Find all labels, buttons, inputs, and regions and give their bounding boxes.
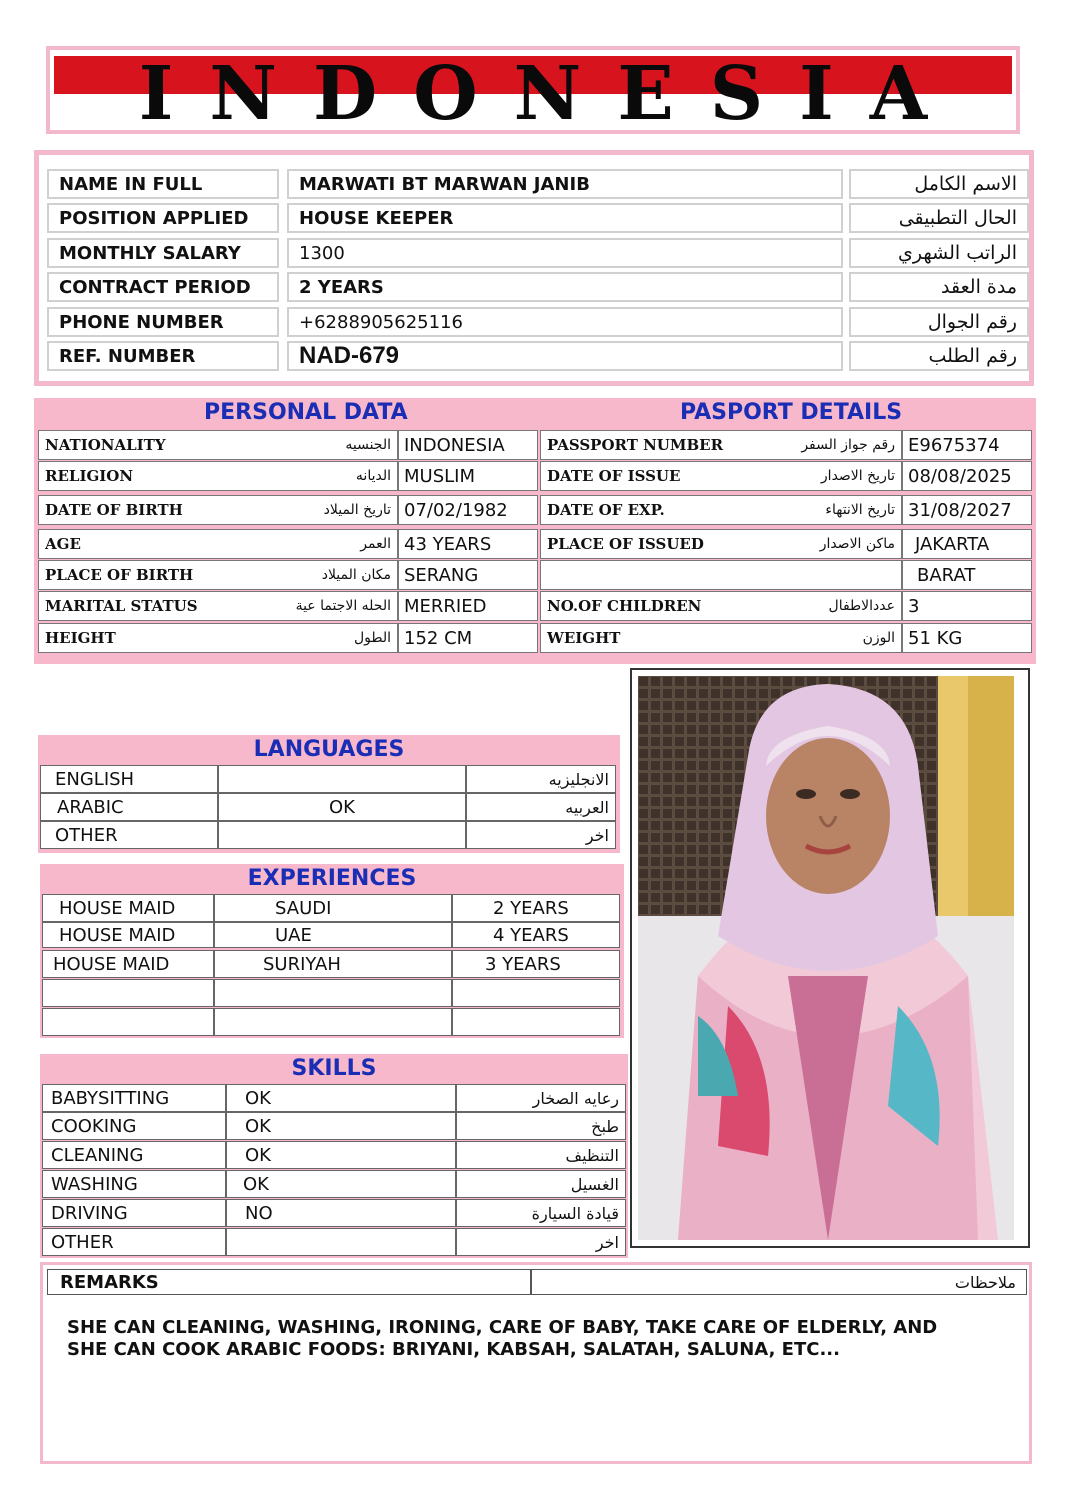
skill-name: DRIVING — [42, 1199, 226, 1227]
info-label: PHONE NUMBER — [47, 307, 279, 337]
info-label: MONTHLY SALARY — [47, 238, 279, 268]
label-en: NATIONALITY — [45, 436, 166, 454]
info-label-ar: الراتب الشهري — [849, 238, 1029, 268]
passport-label — [540, 591, 902, 621]
experience-duration — [452, 1008, 620, 1036]
remarks-box — [40, 1262, 1032, 1464]
personal-label — [38, 461, 398, 491]
applicant-photo — [638, 676, 1014, 1240]
label-en: PLACE OF ISSUED — [547, 535, 704, 553]
info-value: +6288905625116 — [287, 307, 843, 337]
language-name-ar: الانجليزيه — [466, 765, 616, 793]
label-en: MARITAL STATUS — [45, 597, 198, 615]
remarks-line: SHE CAN CLEANING, WASHING, IRONING, CARE OF BABY, TAKE CARE OF ELDERLY, AND — [67, 1317, 938, 1338]
info-label-ar: الاسم الكامل — [849, 169, 1029, 199]
info-label-ar: مدة العقد — [849, 272, 1029, 302]
info-row-salary — [47, 238, 1031, 268]
experiences-title: EXPERIENCES — [40, 864, 624, 892]
country-banner — [46, 46, 1020, 137]
passport-value: JAKARTA — [902, 529, 1032, 559]
passport-label — [540, 529, 902, 559]
info-value: 1300 — [287, 238, 843, 268]
experience-country: UAE — [214, 922, 452, 948]
label-en: WEIGHT — [547, 629, 621, 647]
experience-country — [214, 979, 452, 1007]
personal-value: INDONESIA — [398, 430, 538, 460]
applicant-photo-frame — [630, 668, 1030, 1248]
applicant-info-table — [34, 150, 1034, 386]
passport-value: BARAT — [902, 560, 1032, 590]
experience-duration: 2 YEARS — [452, 894, 620, 922]
personal-label — [38, 591, 398, 621]
portrait-illustration — [638, 676, 1014, 1240]
label-ar: العمر — [360, 536, 391, 552]
label-ar: تاريخ الانتهاء — [825, 502, 895, 518]
personal-value: 152 CM — [398, 623, 538, 653]
skill-level: OK — [226, 1141, 456, 1169]
personal-value: MERRIED — [398, 591, 538, 621]
info-label-ar: الحال التطبيقى — [849, 203, 1029, 233]
language-level — [218, 765, 466, 793]
language-name: ENGLISH — [40, 765, 218, 793]
label-ar: ماكن الاصدار — [819, 536, 895, 552]
label-en: PLACE OF BIRTH — [45, 566, 194, 584]
info-label: REF. NUMBER — [47, 341, 279, 371]
skill-name-ar: طبخ — [456, 1112, 626, 1140]
language-level — [218, 821, 466, 849]
experience-duration: 4 YEARS — [452, 922, 620, 948]
languages-table — [38, 763, 620, 853]
label-ar: مكان الميلاد — [321, 567, 391, 583]
language-name: ARABIC — [40, 793, 218, 821]
experience-job: HOUSE MAID — [42, 922, 214, 948]
experience-country: SAUDI — [214, 894, 452, 922]
label-en: HEIGHT — [45, 629, 116, 647]
info-label-ar: رقم الطلب — [849, 341, 1029, 371]
personal-label — [38, 430, 398, 460]
experience-job: HOUSE MAID — [42, 894, 214, 922]
experience-country — [214, 1008, 452, 1036]
experience-duration — [452, 979, 620, 1007]
info-value: MARWATI BT MARWAN JANIB — [287, 169, 843, 199]
skill-name-ar: اخر — [456, 1228, 626, 1256]
language-name: OTHER — [40, 821, 218, 849]
language-name-ar: اخر — [466, 821, 616, 849]
skills-title: SKILLS — [40, 1054, 628, 1082]
personal-label — [38, 560, 398, 590]
passport-details-title: PASPORT DETAILS — [680, 400, 903, 425]
remarks-label-ar: ملاحظات — [531, 1269, 1027, 1295]
skill-name: WASHING — [42, 1170, 226, 1198]
passport-value: 31/08/2027 — [902, 495, 1032, 525]
label-en: RELIGION — [45, 467, 134, 485]
personal-data-title: PERSONAL DATA — [204, 400, 408, 425]
skill-level: NO — [226, 1199, 456, 1227]
label-ar: الطول — [353, 630, 391, 646]
label-ar: رقم جواز السفر — [801, 437, 895, 453]
passport-label — [540, 623, 902, 653]
skill-name: BABYSITTING — [42, 1084, 226, 1112]
experience-job — [42, 1008, 214, 1036]
passport-label — [540, 560, 902, 590]
skill-name: OTHER — [42, 1228, 226, 1256]
info-row-name — [47, 169, 1031, 199]
skill-name-ar: قيادة السيارة — [456, 1199, 626, 1227]
info-row-contract — [47, 272, 1031, 302]
personal-value: 43 YEARS — [398, 529, 538, 559]
info-label: POSITION APPLIED — [47, 203, 279, 233]
skills-table — [40, 1082, 628, 1258]
personal-passport-table — [34, 428, 1036, 664]
label-ar: تاريخ الاصدار — [820, 468, 895, 484]
info-row-phone — [47, 307, 1031, 337]
personal-value: 07/02/1982 — [398, 495, 538, 525]
passport-label — [540, 495, 902, 525]
passport-value: E9675374 — [902, 430, 1032, 460]
passport-value: 51 KG — [902, 623, 1032, 653]
label-en: PASSPORT NUMBER — [547, 436, 724, 454]
label-en: DATE OF ISSUE — [547, 467, 681, 485]
languages-title: LANGUAGES — [38, 735, 620, 763]
label-ar: الجنسيه — [345, 437, 391, 453]
passport-label — [540, 430, 902, 460]
personal-label — [38, 623, 398, 653]
personal-label — [38, 495, 398, 525]
personal-value: SERANG — [398, 560, 538, 590]
skill-level: OK — [226, 1112, 456, 1140]
label-ar: الوزن — [862, 630, 895, 646]
experience-job — [42, 979, 214, 1007]
skill-name-ar: رعايه الصخار — [456, 1084, 626, 1112]
label-en: AGE — [45, 535, 81, 553]
skill-level: OK — [226, 1170, 456, 1198]
experiences-table — [40, 892, 624, 1038]
personal-value: MUSLIM — [398, 461, 538, 491]
skill-name-ar: التنظيف — [456, 1141, 626, 1169]
label-en: DATE OF BIRTH — [45, 501, 183, 519]
label-ar: عددالاطفال — [828, 598, 895, 614]
passport-value: 08/08/2025 — [902, 461, 1032, 491]
info-value: HOUSE KEEPER — [287, 203, 843, 233]
info-label: NAME IN FULL — [47, 169, 279, 199]
info-row-ref — [47, 341, 1031, 371]
label-ar: الديانه — [355, 468, 391, 484]
label-ar: تاريخ الميلاد — [323, 502, 391, 518]
experience-job: HOUSE MAID — [42, 950, 214, 978]
info-value: 2 YEARS — [287, 272, 843, 302]
language-name-ar: العربيه — [466, 793, 616, 821]
skill-level: OK — [226, 1084, 456, 1112]
info-row-position — [47, 203, 1031, 233]
passport-value: 3 — [902, 591, 1032, 621]
language-level: OK — [218, 793, 466, 821]
personal-label — [38, 529, 398, 559]
experience-duration: 3 YEARS — [452, 950, 620, 978]
label-en: DATE OF EXP. — [547, 501, 665, 519]
passport-label — [540, 461, 902, 491]
personal-passport-header — [34, 398, 1036, 428]
skill-name-ar: الغسيل — [456, 1170, 626, 1198]
remarks-line: SHE CAN COOK ARABIC FOODS: BRIYANI, KABSAH, SALATAH, SALUNA, ETC... — [67, 1339, 840, 1360]
skill-name: COOKING — [42, 1112, 226, 1140]
label-ar: الحله الاجتما عية — [295, 598, 391, 614]
info-value: NAD-679 — [287, 341, 843, 371]
info-label-ar: رقم الجوال — [849, 307, 1029, 337]
experience-country: SURIYAH — [214, 950, 452, 978]
banner-title: INDONESIA — [138, 51, 964, 137]
label-en: NO.OF CHILDREN — [547, 597, 702, 615]
info-label: CONTRACT PERIOD — [47, 272, 279, 302]
remarks-label: REMARKS — [47, 1269, 531, 1295]
skill-name: CLEANING — [42, 1141, 226, 1169]
skill-level — [226, 1228, 456, 1256]
